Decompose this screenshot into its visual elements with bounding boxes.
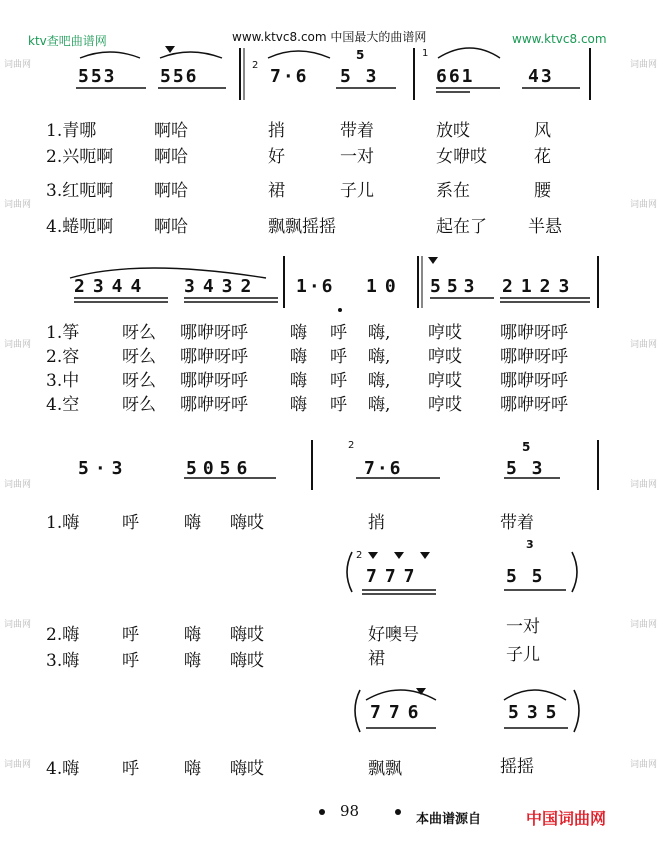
note-group: 776	[370, 702, 427, 723]
lyric: 半悬	[528, 217, 562, 237]
side-watermark-text: 词曲网	[4, 620, 32, 630]
side-watermark-text: 词曲网	[630, 620, 657, 630]
lyric: 哪咿呀呼	[180, 323, 248, 343]
page-number: 98	[340, 802, 360, 820]
lyric: 一对	[340, 147, 374, 167]
lyric: 嗨	[184, 625, 201, 645]
accent-mark	[420, 552, 430, 559]
lyric: 哪咿呀呼	[500, 323, 568, 343]
paren-open	[355, 690, 360, 732]
lyric: 嗨	[290, 323, 307, 343]
lyric: 啊哈	[154, 217, 188, 237]
lyric: 呼	[330, 371, 347, 391]
lyric: 哪咿呀呼	[500, 395, 568, 415]
grace-note: 2	[252, 60, 259, 71]
side-watermark-text: 词曲网	[4, 760, 32, 770]
side-watermark-text: 词曲网	[4, 480, 32, 490]
grace-note: 2	[356, 550, 363, 561]
slur	[504, 690, 566, 700]
grace-note: 5	[522, 440, 531, 454]
lyric: 啊哈	[154, 121, 188, 141]
lyric: 腰	[534, 181, 551, 201]
note-group: 10	[366, 276, 404, 297]
lyric: 放哎	[436, 121, 470, 141]
side-watermark-text: 词曲网	[4, 200, 32, 210]
lyric: 嗨哎	[230, 651, 264, 671]
lyric: 捎	[268, 121, 285, 141]
lyric: 嗨哎	[230, 513, 264, 533]
note-group: 5 3	[340, 66, 379, 87]
accent-mark	[428, 257, 438, 264]
lyric: 呀么	[122, 347, 156, 367]
lyric: 呼	[330, 323, 347, 343]
lyric: 哼哎	[428, 347, 462, 367]
lyric: 嗨	[184, 759, 201, 779]
lyric: 呼	[122, 651, 139, 671]
lyric: 带着	[500, 513, 534, 533]
lyric: 嗨哎	[230, 625, 264, 645]
lyric: 子儿	[340, 181, 374, 201]
note-group: 1·6	[296, 276, 335, 297]
note-group: 7·6	[364, 458, 403, 479]
slur	[268, 51, 330, 58]
lyric: 啊哈	[154, 181, 188, 201]
lyric: 哪咿呀呼	[180, 347, 248, 367]
lyric: 呼	[122, 513, 139, 533]
lyric: 嗨,	[368, 395, 391, 415]
lyric: 3.中	[46, 371, 80, 391]
lyric: 4.空	[46, 395, 80, 415]
lyric: 哼哎	[428, 395, 462, 415]
lyric: 一对	[506, 617, 540, 637]
lyric: 呀么	[122, 323, 156, 343]
slur	[80, 52, 140, 58]
lyric: 摇摇	[500, 757, 534, 777]
lyric: 系在	[436, 181, 470, 201]
lyric: 子儿	[506, 645, 540, 665]
right-brand: www.ktvc8.com	[512, 32, 607, 46]
lyric: 花	[534, 147, 551, 167]
paren-open	[347, 552, 352, 592]
slur	[160, 52, 222, 58]
octave-dot	[338, 308, 342, 312]
slur	[366, 690, 436, 700]
lyric: 嗨,	[368, 347, 391, 367]
lyric: 哼哎	[428, 323, 462, 343]
source-brand: 中国词曲网	[526, 809, 607, 828]
lyric: 1.青哪	[46, 121, 97, 141]
grace-note: 3	[526, 538, 534, 551]
slur	[438, 48, 500, 58]
lyric: 风	[534, 121, 551, 141]
lyric: 2.嗨	[46, 625, 80, 645]
note-group: 5·3	[78, 458, 129, 479]
lyric: 4.蜷呃啊	[46, 217, 114, 237]
lyric: 哼哎	[428, 371, 462, 391]
lyric: 3.嗨	[46, 651, 80, 671]
side-watermark-text: 词曲网	[4, 340, 32, 350]
lyric: 呼	[122, 759, 139, 779]
side-watermark-text: 词曲网	[4, 60, 32, 70]
lyric: 好噢号	[368, 625, 419, 645]
lyric: 呀么	[122, 371, 156, 391]
paren-close	[574, 690, 579, 732]
bullet-dot	[319, 809, 325, 815]
lyric: 1.嗨	[46, 513, 80, 533]
accent-mark	[368, 552, 378, 559]
lyric: 3.红呃啊	[46, 181, 114, 201]
lyric: 飘飘	[368, 759, 402, 779]
lyric: 呼	[330, 347, 347, 367]
note-group: 553	[78, 66, 117, 87]
lyric: 嗨	[184, 651, 201, 671]
lyric: 哪咿呀呼	[180, 395, 248, 415]
grace-note: 1	[422, 48, 429, 59]
lyric: 好	[268, 147, 285, 167]
note-group: 7·6	[270, 66, 309, 87]
lyric: 嗨哎	[230, 759, 264, 779]
side-watermark-text: 词曲网	[630, 760, 657, 770]
left-brand: ktv查吧曲谱网	[28, 34, 107, 48]
lyric: 带着	[340, 121, 374, 141]
lyric: 裙	[268, 181, 285, 201]
note-group: 5 3	[506, 458, 545, 479]
note-group: 2123	[502, 276, 578, 297]
grace-note: 2	[348, 440, 355, 451]
lyric: 2.兴呃啊	[46, 147, 114, 167]
lyric: 嗨	[290, 347, 307, 367]
lyric: 嗨	[290, 395, 307, 415]
note-group: 3432	[184, 276, 260, 297]
lyric: 1.筝	[46, 323, 80, 343]
lyric: 呼	[122, 625, 139, 645]
note-group: 5056	[186, 458, 254, 479]
lyric: 飘飘摇摇	[268, 217, 336, 237]
lyric: 啊哈	[154, 147, 188, 167]
lyric: 嗨	[290, 371, 307, 391]
lyric: 哪咿呀呼	[180, 371, 248, 391]
lyric: 裙	[368, 649, 385, 669]
bullet-dot	[395, 809, 401, 815]
lyric: 哪咿呀呼	[500, 371, 568, 391]
lyric: 捎	[368, 513, 385, 533]
side-watermark-text: 词曲网	[630, 480, 657, 490]
lyric: 2.容	[46, 347, 80, 367]
lyric: 呼	[330, 395, 347, 415]
accent-mark	[394, 552, 404, 559]
lyric: 哪咿呀呼	[500, 347, 568, 367]
header-center: www.ktvc8.com 中国最大的曲谱网	[232, 30, 427, 44]
side-watermark-text: 词曲网	[630, 200, 657, 210]
note-group: 661	[436, 66, 475, 87]
note-group: 777	[366, 566, 423, 587]
note-group: 5 5	[506, 566, 545, 587]
grace-note: 5	[356, 48, 365, 62]
paren-close	[572, 552, 577, 592]
note-group: 556	[160, 66, 199, 87]
side-watermark-text: 词曲网	[630, 340, 657, 350]
lyric: 呀么	[122, 395, 156, 415]
lyric: 嗨,	[368, 371, 391, 391]
side-watermark-text: 词曲网	[630, 60, 657, 70]
source-label: 本曲谱源自	[416, 812, 482, 827]
lyric: 起在了	[436, 217, 487, 237]
lyric: 女咿哎	[436, 147, 487, 167]
note-group: 2344	[74, 276, 150, 297]
lyric: 嗨	[184, 513, 201, 533]
lyric: 4.嗨	[46, 759, 80, 779]
note-group: 535	[508, 702, 565, 723]
note-group: 43	[528, 66, 554, 87]
accent-mark	[165, 46, 175, 53]
note-group: 553	[430, 276, 481, 297]
lyric: 嗨,	[368, 323, 391, 343]
